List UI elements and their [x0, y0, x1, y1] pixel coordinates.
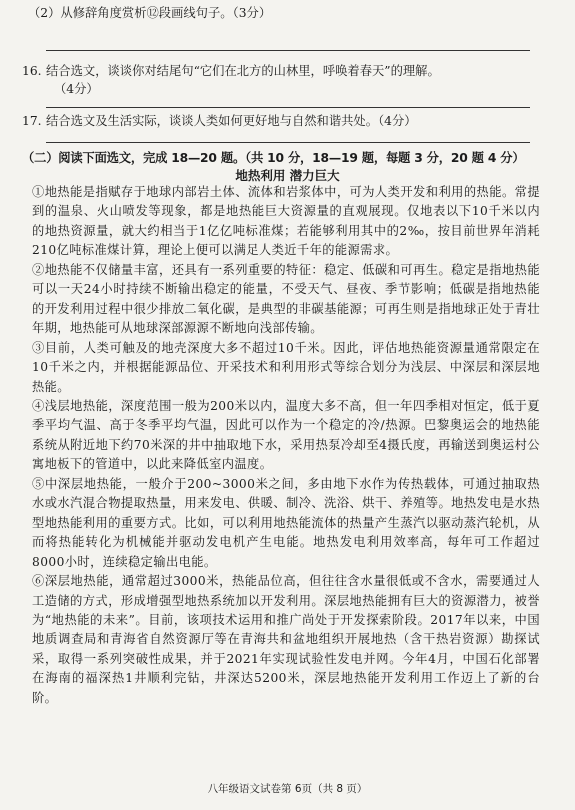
article-paragraph-4: ④浅层地热能，深度范围一般为200米以内，温度大多不高，但一年四季相对恒定，低于夏季平均气温、高于冬季平均气温，因此可以作为一个稳定的冷/热源。巴黎奥运会的地热能系统从附近地下约70米深的井中抽取地下水，采用热泵冷却至4摄氏度，再输送到奥运村公寓地板下的管道中，以此来降低室内温度。 — [32, 398, 540, 472]
article-body — [32, 183, 540, 708]
article-paragraph-6: ⑥深层地热能，通常超过3000米，热能品位高，但往往含水量很低或不含水，需要通过人工造储的方式，形成增强型地热系统加以开发利用。深层地热能拥有巨大的资源潜力，被誉为“地热能的未来”。目前，该项技术运用和推广尚处于开发探索阶段。2017年以来，中国地质调查局和青海省自然资源厅等在青海共和盆地组织开展地热（含干热岩资源）勘探试采，取得一系列突破性成果，并于2021年实现试验性发电并网。今年4月，中国石化部署在海南的福深热1井顺利完钻，井深达5200米，深层地热能开发利用工作迈上了新的台阶。 — [32, 574, 540, 705]
question-16-number: 16. — [22, 64, 42, 78]
section-header: （二）阅读下面选文，完成 18—20 题。（共 10 分，18—19 题，每题 3 分，20 题 4 分） — [22, 151, 525, 165]
question-16-line1: 结合选文，谈谈你对结尾句“它们在北方的山林里，呼唤着春天”的理解。 — [46, 64, 440, 78]
article-paragraph-2: ②地热能不仅储量丰富，还具有一系列重要的特征：稳定、低碳和可再生。稳定是指地热能可以一天24小时持续不断输出稳定的能量，不受天气、昼夜、季节影响；低碳是指地热能的开发利用过程中很少排放二氧化碳，是典型的非碳基能源；可再生则是指地球正处于青壮年期，地热能可从地球深部源源不断地向浅部传输。 — [32, 262, 540, 336]
question-15-2-text: （2）从修辞角度赏析⑫段画线句子。（3分） — [28, 6, 272, 20]
question-17-number: 17. — [22, 114, 42, 128]
article-paragraph-5: ⑤中深层地热能，一般介于200~3000米之间，多由地下水作为传热载体，可通过抽取热水或水汽混合物提取热量，用来发电、供暖、制冷、洗浴、烘干、养殖等。地热发电是水热型地热能利用的重要方式。比如，可以利用地热能流体的热量产生蒸汽以驱动蒸汽轮机，从而将热能转化为机械能并驱动发电机产生电能。地热发电利用效率高，每年可工作超过8000小时，连续稳定输出电能。 — [32, 476, 540, 569]
article-paragraph-1: ①地热能是指赋存于地球内部岩土体、流体和岩浆体中，可为人类开发和利用的热能。常提到的温泉、火山喷发等现象，都是地热能巨大资源量的直观展现。仅地表以下10千米以内的地热资源量，就大约相当于1亿亿吨标准煤；若能够利用其中的2‰，按目前世界年消耗210亿吨标准煤计算，理论上便可以满足人类近千年的能源需求。 — [32, 185, 540, 258]
page-footer: 八年级语文试卷第 6页（共 8 页） — [207, 783, 368, 795]
article-paragraph-3: ③目前，人类可触及的地壳深度大多不超过10千米。因此，评估地热能资源量通常限定在10千米之内，并根据能源品位、开采技术和利用形式等综合划分为浅层、中深层和深层地热能。 — [32, 340, 540, 394]
question-17-text: 结合选文及生活实际，谈谈人类如何更好地与自然和谐共处。（4分） — [46, 114, 417, 128]
article-title: 地热利用 潜力巨大 — [235, 168, 340, 183]
question-16 — [22, 62, 557, 98]
question-16-line2: （4分） — [54, 82, 99, 96]
answer-line — [46, 107, 530, 108]
question-15-2 — [22, 4, 557, 22]
answer-line — [46, 142, 530, 143]
answer-line — [46, 50, 530, 51]
question-17 — [22, 112, 557, 130]
